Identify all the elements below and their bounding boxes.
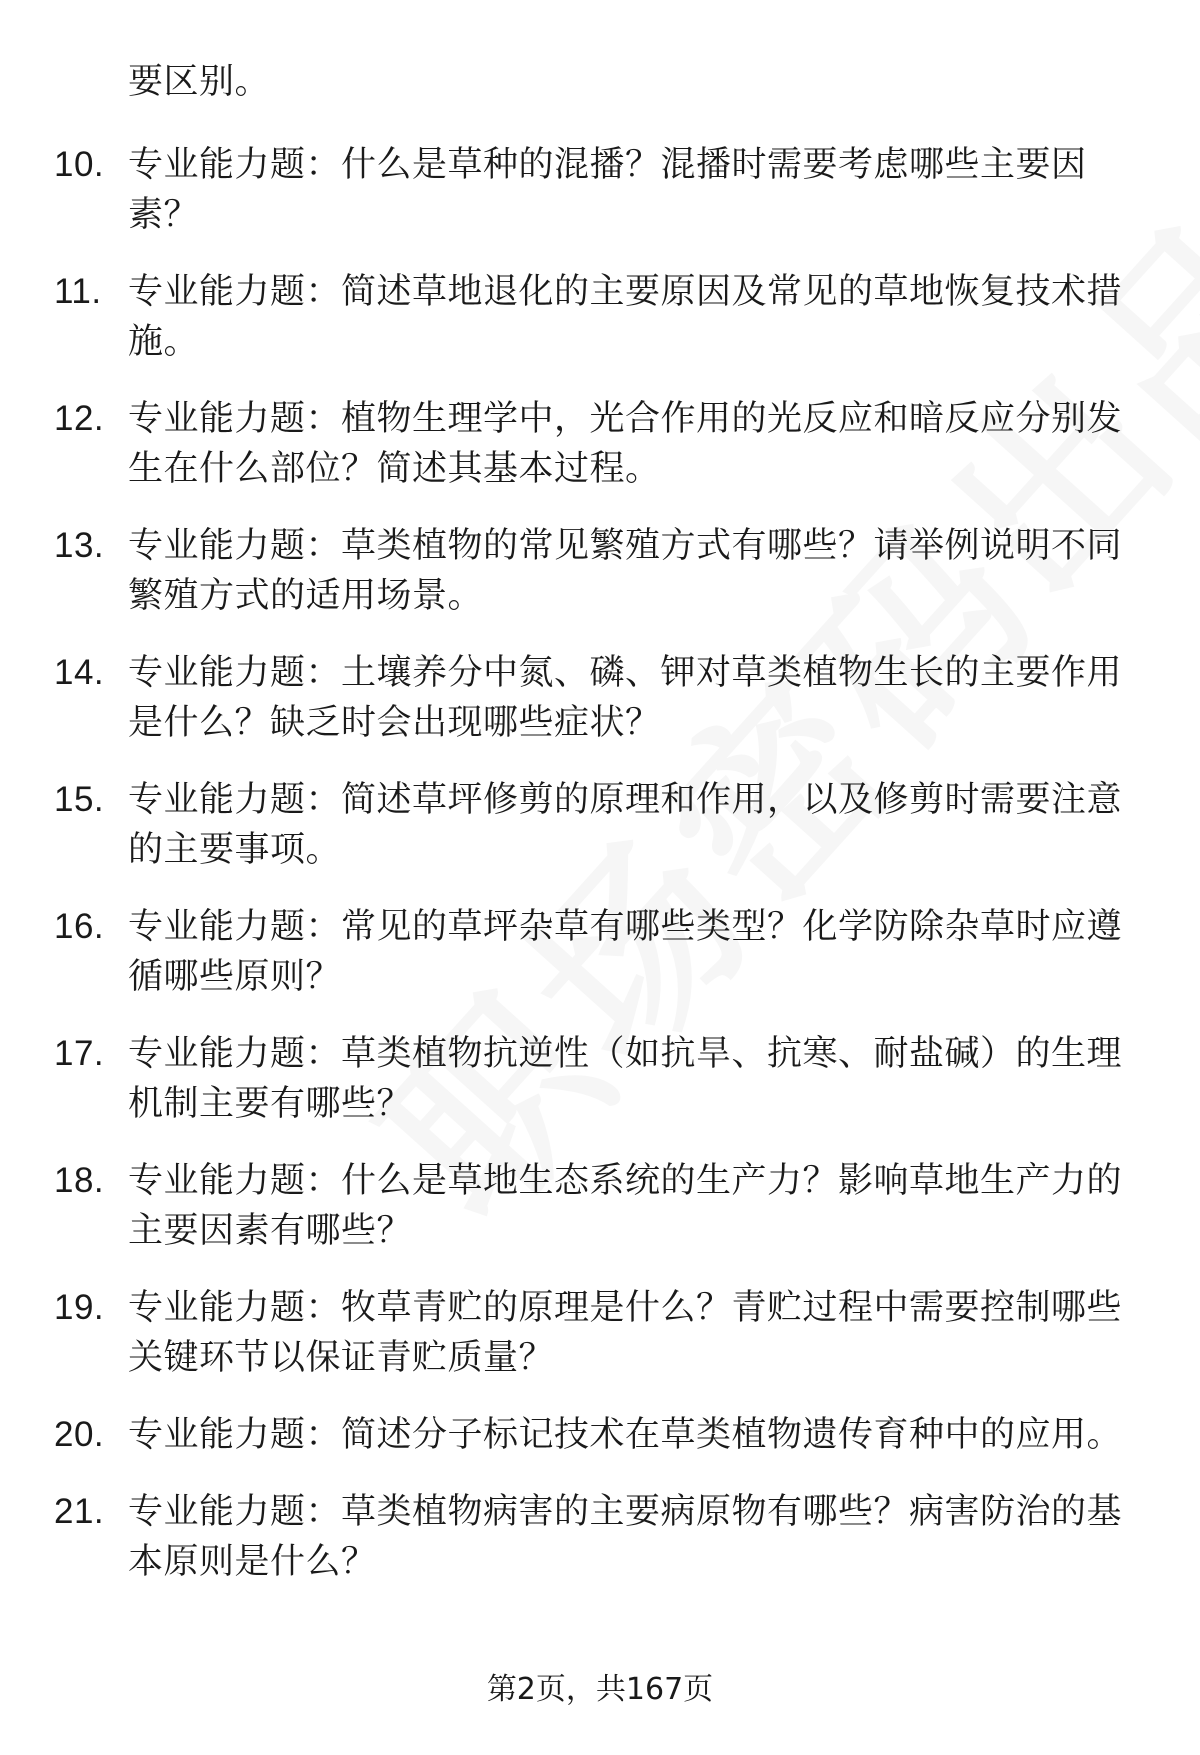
question-text: 专业能力题：植物生理学中，光合作用的光反应和暗反应分别发生在什么部位？简述其基本过程。 <box>128 399 1123 489</box>
question-number: 14. <box>54 653 105 692</box>
question-number: 13. <box>54 526 105 565</box>
continued-text: 要区别。 <box>128 62 271 102</box>
list-item <box>0 521 1200 621</box>
question-number: 20. <box>54 1415 105 1454</box>
question-text: 专业能力题：简述草坪修剪的原理和作用，以及修剪时需要注意的主要事项。 <box>128 780 1123 870</box>
question-text: 专业能力题：什么是草种的混播？混播时需要考虑哪些主要因素？ <box>128 145 1087 235</box>
question-number: 19. <box>54 1288 105 1327</box>
list-item <box>0 1029 1200 1129</box>
question-text: 专业能力题：简述草地退化的主要原因及常见的草地恢复技术措施。 <box>128 272 1123 362</box>
question-text: 专业能力题：草类植物病害的主要病原物有哪些？病害防治的基本原则是什么？ <box>128 1492 1123 1582</box>
list-item <box>0 1487 1200 1587</box>
question-number: 17. <box>54 1034 105 1073</box>
list-item <box>0 1156 1200 1256</box>
question-text: 专业能力题：常见的草坪杂草有哪些类型？化学防除杂草时应遵循哪些原则？ <box>128 907 1123 997</box>
list-item <box>0 1410 1200 1460</box>
question-number: 12. <box>54 399 105 438</box>
question-text: 专业能力题：草类植物的常见繁殖方式有哪些？请举例说明不同繁殖方式的适用场景。 <box>128 526 1123 616</box>
question-number: 21. <box>54 1492 105 1531</box>
question-text: 专业能力题：什么是草地生态系统的生产力？影响草地生产力的主要因素有哪些？ <box>128 1161 1123 1251</box>
question-text: 专业能力题：土壤养分中氮、磷、钾对草类植物生长的主要作用是什么？缺乏时会出现哪些症状？ <box>128 653 1123 743</box>
list-item <box>0 775 1200 875</box>
question-number: 15. <box>54 780 105 819</box>
question-text: 专业能力题：牧草青贮的原理是什么？青贮过程中需要控制哪些关键环节以保证青贮质量？ <box>128 1288 1123 1378</box>
question-number: 10. <box>54 145 105 184</box>
question-number: 18. <box>54 1161 105 1200</box>
list-item <box>0 140 1200 240</box>
list-item <box>0 1283 1200 1383</box>
list-item <box>0 267 1200 367</box>
question-number: 11. <box>54 272 102 311</box>
page-footer: 第2页，共167页 <box>486 1672 714 1707</box>
list-item <box>0 648 1200 748</box>
list-item <box>0 902 1200 1002</box>
question-text: 专业能力题：简述分子标记技术在草类植物遗传育种中的应用。 <box>128 1415 1123 1455</box>
list-item <box>0 394 1200 494</box>
question-list <box>0 140 1200 1614</box>
question-number: 16. <box>54 907 105 946</box>
question-text: 专业能力题：草类植物抗逆性（如抗旱、抗寒、耐盐碱）的生理机制主要有哪些？ <box>128 1034 1123 1124</box>
